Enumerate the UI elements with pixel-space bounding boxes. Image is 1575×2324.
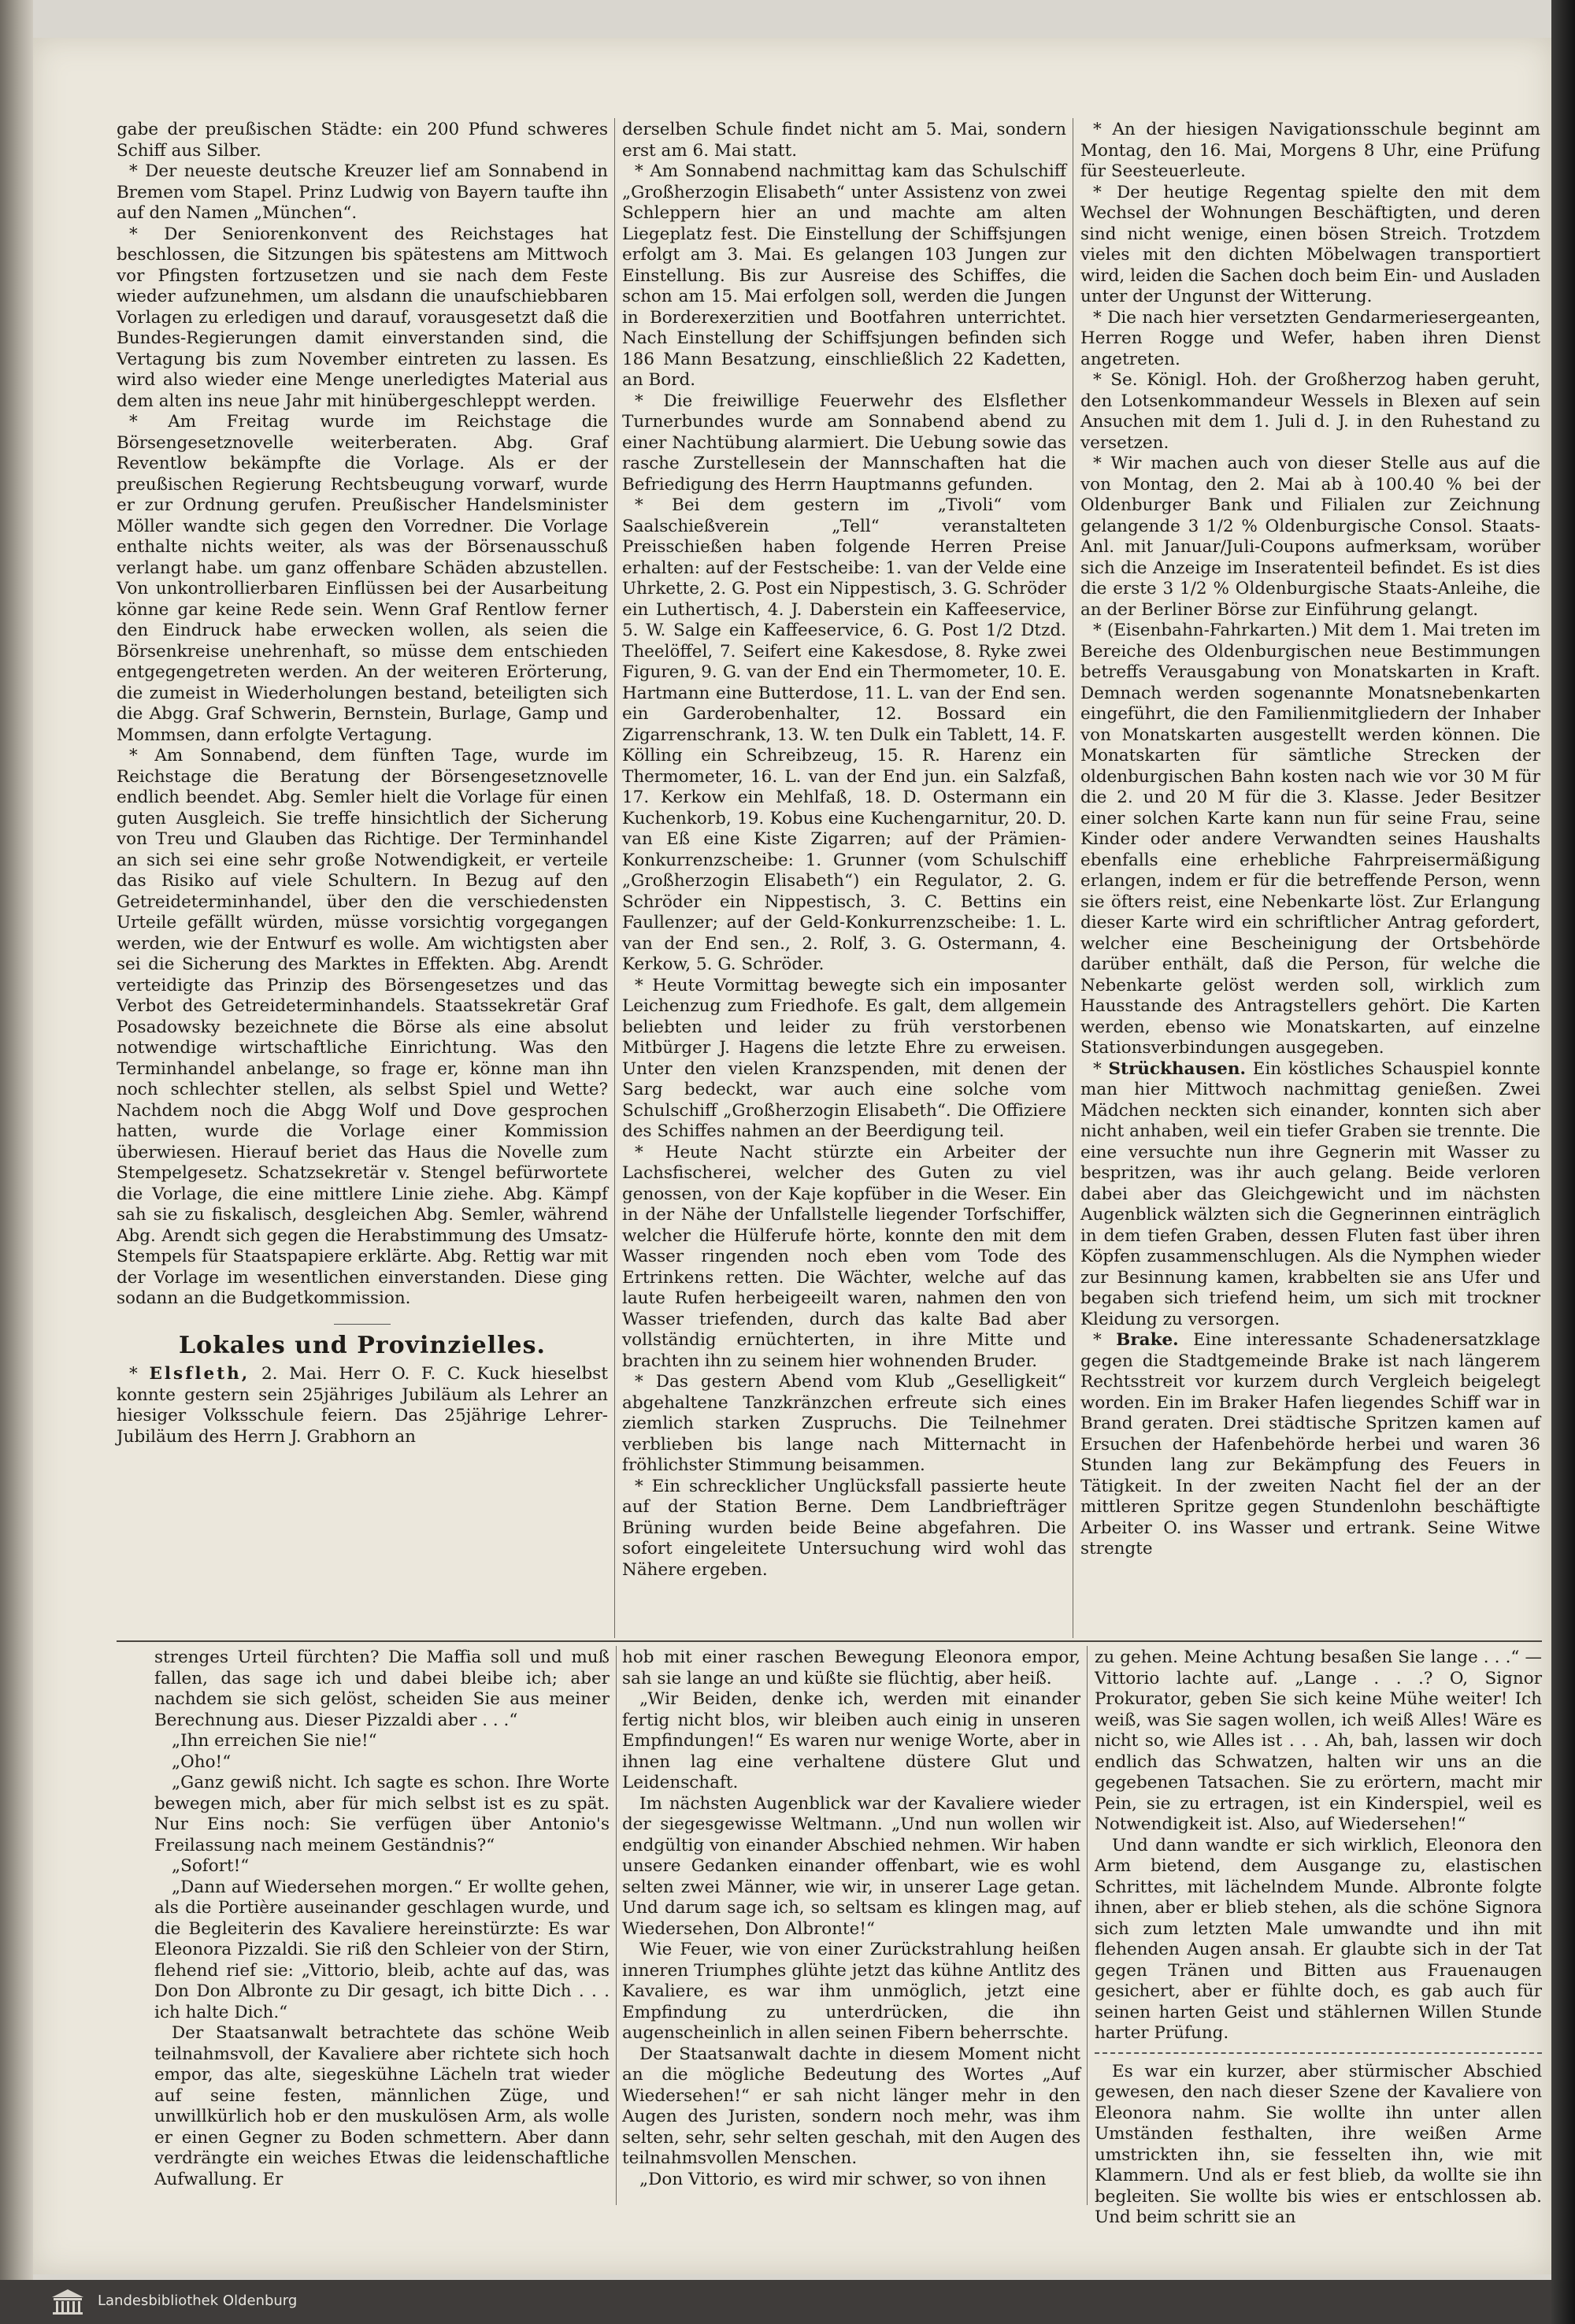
feuilleton-column-2 — [622, 1648, 1080, 2190]
section-heading: Lokales und Provinzielles. — [179, 1331, 546, 1359]
article-paragraph: * Am Sonnabend nachmittag kam das Schulschiff „Großherzogin Elisabeth“ unter Assistenz von zwei Schleppern hier an und machte am alten Liegeplatz fest. Die Einstellung der Schiffsjungen erfolgt am 3. Mai. Es gelangen 103 Jungen zur Einstellung. Bis zur Ausreise des Schiffes, die schon am 15. Mai erfolgen soll, werden die Jungen in Borderexerzitien und Bootfahren unterrichtet. Nach Einstellung der Schiffsjungen befinden sich 186 Mann Besatzung, einschließlich 22 Kadetten, an Bord. — [622, 161, 1066, 390]
article-paragraph: derselben Schule findet nicht am 5. Mai, sondern erst am 6. Mai statt. — [622, 120, 1066, 161]
column-1 — [117, 120, 608, 1447]
column-2 — [622, 120, 1066, 1581]
story-paragraph: „Ganz gewiß nicht. Ich sagte es schon. Ihre Worte bewegen mich, aber für mich selbst ist es zu spät. Nur Eins noch: Sie verfügen über Antonio's Freilassung nach meinem Geständnis?“ — [154, 1773, 610, 1855]
story-paragraph: Es war ein kurzer, aber stürmischer Abschied gewesen, den nach dieser Szene der Kavaliere von Eleonora nahm. Sie wollte ihn unter allen Umständen festhalten, ihre weißen Arme umstrickten ihn, sie fesselten ihn, wie mit Klammern. Und als er fest blieb, da wollte sie ihn begleiten. Sie wollte bis wies er entschlossen ab. Und beim schritt sie an — [1095, 2061, 1542, 2227]
column-rule — [616, 1646, 617, 2205]
article-paragraph: * Am Freitag wurde im Reichstage die Börsengesetznovelle weiterberaten. Abg. Graf Reventlow bekämpfte die Vorlage. Als er der preußischen Regierung Rechtsbeugung vorwarf, wurde er zur Ordnung gerufen. Preußischer Handelsminister Möller wandte sich gegen den Vorredner. Die Vorlage enthalte nichts weiter, als was der Börsenausschuß verlangt habe. um ganz offenbare Schäden abzustellen. Von unkontrollierbaren Einflüssen bei der Ausarbeitung könne gar keine Rede sein. Wenn Graf Rentlow ferner den Eindruck habe erwecken wollen, als seien die Börsenkreise unehrenhaft, so müsse dem entschieden entgegengetreten werden. An der weiteren Erörterung, die zumeist in Wiederholungen bestand, beteiligten sich die Abgg. Graf Schwerin, Bernstein, Burlage, Gamp und Mommsen, dann erfolgte Vertagung. — [117, 412, 608, 745]
article-paragraph: * Der neueste deutsche Kreuzer lief am Sonnabend in Bremen vom Stapel. Prinz Ludwig von Bayern taufte ihn auf den Namen „München“. — [117, 161, 608, 223]
article-paragraph: * Heute Nacht stürzte ein Arbeiter der Lachsfischerei, welcher des Guten zu viel genossen, von der Kaje kopfüber in die Weser. Ein in der Nähe der Unfallstelle liegender Torfschiffer, welcher die Hülferufe hörte, konnte den mit dem Wasser ringenden noch eben vom Tode des Ertrinkens retten. Die Wächter, welche auf das laute Rufen herbeigeeilt waren, nahmen den von Wasser triefenden, durch das kalte Bad aber vollständig ernüchterten, in ihre Mitte und brachten ihn zu seinem hier wohnenden Bruder. — [622, 1142, 1066, 1371]
article-paragraph: * Ein schrecklicher Unglücksfall passierte heute auf der Station Berne. Dem Landbriefträger Brüning wurden beide Beine abgefahren. Die sofort eingeleitete Untersuchung wird wohl das Nähere ergeben. — [622, 1476, 1066, 1580]
story-paragraph: „Dann auf Wiedersehen morgen.“ Er wollte gehen, als die Portière auseinander geschlagen wurde, und die Begleiterin des Kavaliere hereinstürzte: Es war Eleonora Pizzaldi. Sie riß den Schleier von der Stirn, flehend rief sie: „Vittorio, bleib, achte auf das, was Don Don Albronte zu Dir gesagt, ich bitte Dich . . . ich halte Dich.“ — [154, 1877, 610, 2022]
column-rule — [1087, 1646, 1088, 2205]
article-text: Ein köstliches Schauspiel konnte man hier Mittwoch nachmittag genießen. Zwei Mädchen neckten sich einander, konnten sich aber nicht anhaben, weil ein tiefer Graben sie trennte. Die eine versuchte nun ihre Gegnerin mit Wasser zu bespritzen, was ihr auch gelang. Beide verloren dabei aber das Gleichgewicht und im nächsten Augenblick wälzten sich die Gegnerinnen einträglich in dem tiefen Graben, dessen Fluten fast über ihren Köpfen zusammenschlugen. Als die Nymphen wieder zur Besinnung kamen, krabbelten sie ans Ufer und begaben sich triefend heim, um sich mit trockner Kleidung zu versorgen. — [1080, 1058, 1540, 1329]
story-paragraph: Der Staatsanwalt betrachtete das schöne Weib teilnahmsvoll, der Kavaliere aber richtete sich hoch empor, das alte, siegeskühne Lächeln trat wieder auf seine festen, männlichen Züge, und unwillkürlich hob er den muskulösen Arm, als wolle er einen Gegner zu Boden schmettern. Aber dann verdrängte ein weiches Etwas die leidenschaftliche Aufwallung. Er — [154, 2023, 610, 2189]
library-name: Landesbibliothek Oldenburg — [98, 2292, 298, 2309]
story-paragraph: Wie Feuer, wie von einer Zurückstrahlung heißen inneren Triumphes glühte jetzt das kühne Antlitz des Kavaliere, es war ihm unmöglich, jetzt eine Empfindung zu unterdrücken, die ihn augenscheinlich in allen seinen Fibern beherrschte. — [622, 1940, 1080, 2043]
story-paragraph: „Wir Beiden, denke ich, werden mit einander fertig nicht blos, wir bleiben auch einig in unseren Empfindungen!“ Es waren nur wenige Worte, aber in ihnen lag eine verhaltene düstere Glut und Leidenschaft. — [622, 1689, 1080, 1792]
column-rule — [614, 118, 615, 1638]
article-paragraph: * Am Sonnabend, dem fünften Tage, wurde im Reichstage die Beratung der Börsengesetznovelle endlich beendet. Abg. Semler hielt die Vorlage für einen guten Ausgleich. Sie treffe hinsichtlich der Sicherung von Treu und Glauben das Richtige. Der Terminhandel an sich sei eine sehr große Notwendigkeit, er verteile das Risiko auf viele Schultern. In Bezug auf den Getreideterminhandel, über den die verschiedensten Urteile gefällt würden, müsse vorsichtig vorgegangen werden, wie der Entwurf es wolle. Am wichtigsten aber sei die Sicherung des Marktes in Effekten. Abg. Arendt verteidigte das Prinzip des Börsengesetzes und das Verbot des Getreideterminhandels. Staatssekretär Graf Posadowsky bezeichnete die Börse als eine absolut notwendige wirtschaftliche Einrichtung. Was den Terminhandel anbelange, so frage er, könne man ihn noch schlechter stellen, als selbst Spiel und Wette? Nachdem noch die Abgg Wolf und Dove gesprochen hatten, wurde die Vorlage einer Kommission überwiesen. Hierauf beriet das Haus die Novelle zum Stempelgesetz. Schatzsekretär v. Stengel befürwortete die Vorlage, die eine mittlere Linie ziehe. Abg. Kämpf sah sie zu fiskalisch, desgleichen Abg. Semler, während Abg. Arendt sich gegen die Herabstimmung des Umsatz-Stempels für Staatspapiere erklärte. Abg. Rettig war mit der Vorlage im wesentlichen einverstanden. Diese ging sodann an die Budgetkommission. — [117, 746, 608, 1308]
place-name: Elsfleth, — [149, 1364, 250, 1384]
article-paragraph: * Se. Königl. Hoh. der Großherzog haben geruht, den Lotsenkommandeur Wessels in Blexen auf sein Ansuchen mit dem 1. Juli d. J. in den Ruhestand zu versetzen. — [1080, 370, 1540, 453]
place-name: Brake. — [1116, 1330, 1179, 1350]
story-paragraph: Im nächsten Augenblick war der Kavaliere wieder der siegesgewisse Weltmann. „Und nun wollen wir endgültig von einander Abschied nehmen. Wir haben unsere Gedanken einander offenbart, wie es wohl selten zwei Männer, wie wir, in unserer Lage getan. Und darum sage ich, so seltsam es klingen mag, auf Wiedersehen, Don Albronte!“ — [622, 1793, 1080, 1939]
article-paragraph: * Der Seniorenkonvent des Reichstages hat beschlossen, die Sitzungen bis spätestens am Mittwoch vor Pfingsten fortzusetzen und sie nach dem Feste wieder aufzunehmen, um alsdann die unaufschiebbaren Vorlagen zu erledigen und darauf, vorausgesetzt daß die Bundes-Regierungen damit einverstanden sind, die Vertagung bis zum November eintreten zu lassen. Es wird also wieder eine Menge unerledigtes Material aus dem alten ins neue Jahr mit hinübergeschleppt werden. — [117, 224, 608, 411]
section-divider — [334, 1324, 391, 1325]
feuilleton-divider — [117, 1640, 1542, 1642]
story-paragraph: „Sofort!“ — [172, 1856, 250, 1876]
article-paragraph: * (Eisenbahn-Fahrkarten.) Mit dem 1. Mai treten im Bereiche des Oldenburgischen neue Bestimmungen betreffs Verausgabung von Monatskarten in Kraft. Demnach werden sogenannte Monatsnebenkarten eingeführt, die den Familienmitgliedern der Inhaber von Monatskarten ausgestellt werden können. Die Monatskarten für sämtliche Strecken der oldenburgischen Bahn kosten nach wie vor 30 M für die 2. und 20 M für die 3. Klasse. Jeder Besitzer einer solchen Karte kann nun für seine Frau, seine Kinder oder andere Verwandten seines Haushalts ebenfalls eine erhebliche Fahrpreisermäßigung erlangen, indem er für die betreffende Person, wenn sie öfters reist, eine Nebenkarte löst. Zur Erlangung dieser Karte wird ein schriftlicher Antrag gefordert, welcher eine Bescheinigung der Ortsbehörde darüber enthält, daß die Person, für welche die Nebenkarte gelöst werden soll, wirklich zum Hausstande des Antragstellers gehört. Die Karten werden, ebenso wie Monatskarten, auf einzelne Stationsverbindungen ausgegeben. — [1080, 621, 1540, 1058]
article-paragraph: * Heute Vormittag bewegte sich ein imposanter Leichenzug zum Friedhofe. Es galt, dem allgemein beliebten und leider zu früh verstorbenen Mitbürger J. Hagens die letzte Ehre zu erweisen. Unter den vielen Kranzspenden, mit denen der Sarg bedeckt, war auch eine solche vom Schulschiff „Großherzogin Elisabeth“. Die Offiziere des Schiffes nahmen an der Beerdigung teil. — [622, 975, 1066, 1141]
story-paragraph: „Oho!“ — [172, 1751, 232, 1772]
story-paragraph: „Don Vittorio, es wird mir schwer, so von ihnen — [639, 2169, 1047, 2189]
story-paragraph: „Ihn erreichen Sie nie!“ — [172, 1731, 377, 1751]
article-paragraph: * Strückhausen. Ein köstliches Schauspiel konnte man hier Mittwoch nachmittag genießen. Zwei Mädchen neckten sich einander, konnten sich aber nicht anhaben, weil ein tiefer Graben sie trennte. Die eine versuchte nun ihre Gegnerin mit Wasser zu bespritzen, was ihr auch gelang. Beide verloren dabei aber das Gleichgewicht und im nächsten Augenblick wälzten sich die Gegnerinnen einträglich in dem tiefen Graben, dessen Fluten fast über ihren Köpfen zusammenschlugen. Als die Nymphen wieder zur Besinnung kamen, krabbelten sie ans Ufer und begaben sich triefend heim, um sich mit trockner Kleidung zu versorgen. — [1080, 1058, 1540, 1329]
article-paragraph: gabe der preußischen Städte: ein 200 Pfund schweres Schiff aus Silber. — [117, 120, 608, 161]
article-paragraph: * Der heutige Regentag spielte den mit dem Wechsel der Wohnungen Beschäftigten, und deren sind nicht wenige, einen bösen Streich. Trotzdem vieles mit den dichten Möbelwagen transportiert wird, leiden die Sachen doch beim Ein- und Ausladen unter der Ungunst der Witterung. — [1080, 182, 1540, 306]
story-break — [1095, 2052, 1542, 2054]
library-building-icon — [49, 2288, 87, 2316]
article-paragraph: * Die nach hier versetzten Gendarmeriesergeanten, Herren Rogge und Wefer, haben ihren Dienst angetreten. — [1080, 307, 1540, 369]
story-paragraph: Und dann wandte er sich wirklich, Eleonora den Arm bietend, dem Ausgange zu, elastischen Schrittes, mit lächelndem Munde. Albronte folgte ihnen, aber er blieb stehen, als die schöne Signora sich zum letzten Male umwandte und ihn mit flehenden Augen ansah. Er glaubte sich in der Tat gegen Tränen und Bitten aus Frauenaugen gesichert, aber er fühlte doch, es gab auch für seinen harten Geist und stählernen Willen Stunde harter Prüfung. — [1095, 1835, 1542, 2043]
article-paragraph: * Bei dem gestern im „Tivoli“ vom Saalschießverein „Tell“ veranstalteten Preisschießen haben folgende Herren Preise erhalten: auf der Festscheibe: 1. van der Velde eine Uhrkette, 2. G. Post ein Nippestisch, 3. G. Schröder ein Luthertisch, 4. J. Daberstein ein Kaffeeservice, 5. W. Salge ein Kaffeeservice, 6. G. Post 1/2 Dtzd. Theelöffel, 7. Seifert eine Kakesdose, 8. Ryke zwei Figuren, 9. G. van der End ein Thermometer, 10. E. Hartmann eine Butterdose, 11. L. van der End sen. ein Garderobenhalter, 12. Bossard ein Zigarrenschrank, 13. W. ten Dulk ein Tablett, 14. F. Kölling ein Schreibzeug, 15. R. Harenz ein Thermometer, 16. L. van der End jun. ein Salzfaß, 17. Kerkow ein Mehlfaß, 18. D. Ostermann ein Kuchenkorb, 19. Kobus eine Kuchengarnitur, 20. D. van Eß eine Kiste Zigarren; auf der Prämien-Konkurrenzscheibe: 1. Grunner (vom Schulschiff „Großherzogin Elisabeth“) ein Regulator, 2. G. Schröder ein Nippestisch, 3. C. Bettins ein Faullenzer; auf der Geld-Konkurrenzscheibe: 1. L. van der End sen., 2. Rolf, 3. G. Ostermann, 4. Kerkow, 5. G. Schröder. — [622, 495, 1066, 974]
library-footer — [0, 2280, 1551, 2324]
article-paragraph: * Wir machen auch von dieser Stelle aus auf die von Montag, den 2. Mai ab à 100.40 % bei der Oldenburger Bank und Filialen zur Zeichnung gelangende 3 1/2 % Oldenburgische Consol. Staats-Anl. mit Januar/Juli-Coupons aufmerksam, worüber sich die Anzeige im Inseratenteil befindet. Es ist dies die erste 3 1/2 % Oldenburgische Staats-Anleihe, die an der Berliner Börse zur Einführung gelangt. — [1080, 454, 1540, 620]
article-paragraph: * Elsfleth, 2. Mai. Herr O. F. C. Kuck hieselbst konnte gestern sein 25jähriges Jubiläum als Lehrer an hiesiger Volksschule feiern. Das 25jährige Lehrer-Jubiläum des Herrn J. Grabhorn an — [117, 1364, 608, 1447]
article-text: 2. Mai. Herr O. F. C. Kuck hieselbst konnte gestern sein 25jähriges Jubiläum als Lehrer an hiesiger Volksschule feiern. Das 25jährige Lehrer-Jubiläum des Herrn J. Grabhorn an — [117, 1364, 608, 1447]
book-spine — [0, 0, 33, 2324]
feuilleton-column-3 — [1095, 1648, 1542, 2229]
article-paragraph: * Die freiwillige Feuerwehr des Elsflether Turnerbundes wurde am Sonnabend abend zu einer Nachtübung alarmiert. Die Uebung sowie das rasche Zurstellesein der Mannschaften hat die Befriedigung des Herrn Hauptmanns gefunden. — [622, 391, 1066, 495]
article-paragraph: * Das gestern Abend vom Klub „Geselligkeit“ abgehaltene Tanzkränzchen erfreute sich eines ziemlich starken Zuspruchs. Die Teilnehmer verblieben bis lange nach Mitternacht in fröhlichster Stimmung beisammen. — [622, 1372, 1066, 1475]
article-paragraph: * Brake. Eine interessante Schadenersatzklage gegen die Stadtgemeinde Brake ist nach längerem Rechtsstreit vor kurzem durch Vergleich beigelegt worden. Ein im Braker Hafen liegendes Schiff war in Brand geraten. Drei städtische Spritzen kamen auf Ersuchen der Hafenbehörde herbei und waren 36 Stunden lang zur Bekämpfung des Feuers in Tätigkeit. In der zweiten Nacht fiel der an der mittleren Spritze gegen Stundenlohn beschäftigte Arbeiter O. ins Wasser und ertrank. Seine Witwe strengte — [1080, 1330, 1540, 1559]
story-paragraph: Der Staatsanwalt dachte in diesem Moment nicht an die mögliche Bedeutung des Wortes „Auf Wiedersehen!“ er sah nicht länger mehr in den Augen des Juristen, sondern noch mehr, was ihm selten, sehr, sehr selten geschah, mit den Augen des teilnahmsvollen Menschen. — [622, 2044, 1080, 2168]
column-3 — [1080, 120, 1540, 1560]
feuilleton-column-1 — [154, 1648, 610, 2190]
place-name: Strückhausen. — [1108, 1058, 1246, 1079]
scan-edge — [1551, 0, 1575, 2324]
story-paragraph: strenges Urteil fürchten? Die Maffia soll und muß fallen, das sage ich und dabei bleibe ich; aber nachdem sie sich gelöst, scheiden Sie aus meiner Berechnung aus. Dieser Pizzaldi aber . . .“ — [154, 1648, 610, 1730]
story-paragraph: zu gehen. Meine Achtung besaßen Sie lange . . .“ — Vittorio lachte auf. „Lange . . .? O, Signor Prokurator, geben Sie sich keine Mühe weiter! Ich weiß, was Sie sagen wollen, ich weiß Alles! Wäre es nicht so, wie Alles ist . . . Ah, bah, lassen wir doch endlich das Schwatzen, halten wir uns an die gegebenen Tatsachen. Sie zu erörtern, macht mir Pein, sie zu ertragen, ist ein Kinderspiel, weil es Notwendigkeit ist. Also, auf Wiedersehen!“ — [1095, 1648, 1542, 1834]
article-text: Eine interessante Schadenersatzklage gegen die Stadtgemeinde Brake ist nach längerem Rechtsstreit vor kurzem durch Vergleich beigelegt worden. Ein im Braker Hafen liegendes Schiff war in Brand geraten. Drei städtische Spritzen kamen auf Ersuchen der Hafenbehörde herbei und waren 36 Stunden lang zur Bekämpfung des Feuers in Tätigkeit. In der zweiten Nacht fiel der an der mittleren Spritze gegen Stundenlohn beschäftigte Arbeiter O. ins Wasser und ertrank. Seine Witwe strengte — [1080, 1330, 1540, 1559]
story-paragraph: hob mit einer raschen Bewegung Eleonora empor, sah sie lange an und küßte sie flüchtig, aber heiß. — [622, 1648, 1080, 1688]
article-paragraph: * An der hiesigen Navigationsschule beginnt am Montag, den 16. Mai, Morgens 8 Uhr, eine Prüfung für Seesteuerleute. — [1080, 120, 1540, 181]
